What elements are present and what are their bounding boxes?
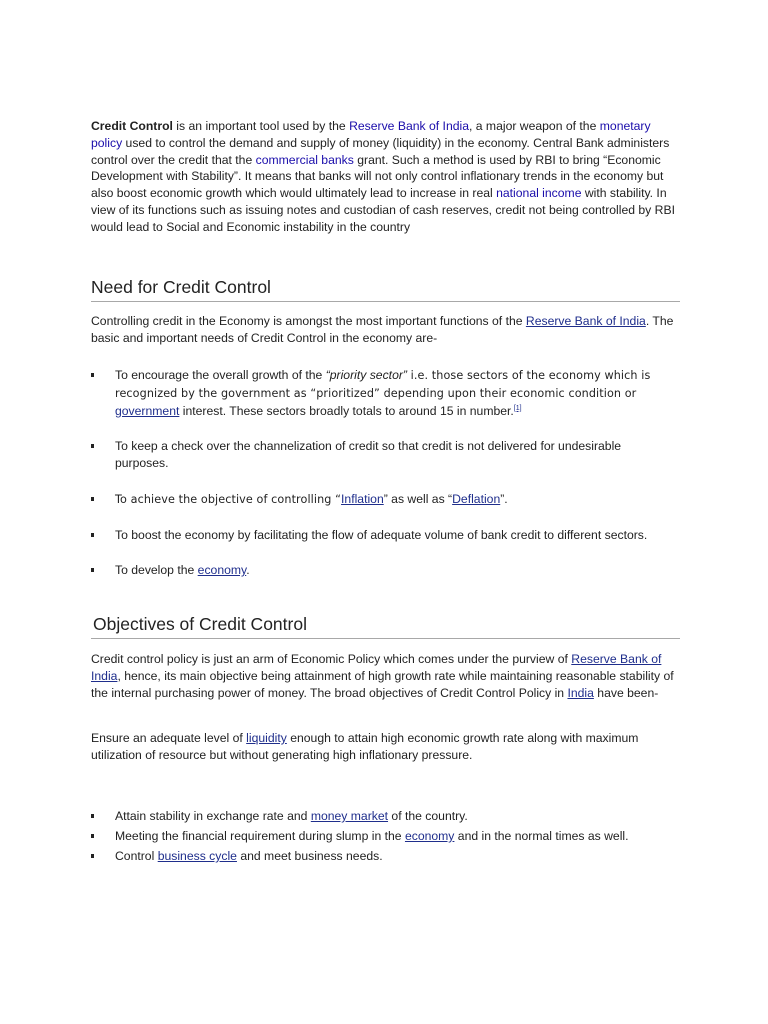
list-item (91, 527, 666, 544)
intro-bold-term: Credit Control (91, 119, 173, 133)
link-economy-2[interactable]: economy (404, 829, 455, 843)
bullet-icon (91, 373, 94, 377)
link-commercial-banks[interactable]: commercial banks (255, 152, 354, 167)
objectives-bullet-1-text: Attain stability in exchange rate and money market of the country. (115, 809, 468, 823)
heading-objectives-text: Objectives of Credit Control (93, 614, 307, 634)
bullet-icon (91, 834, 94, 838)
intro-text-4: grant. Such a method is used by RBI to bring “Economic Development with Stability”. It means that banks will not only control inflationary trends in the economy but also boost economic growth which would ultimately lead to increase in real (91, 152, 664, 201)
intro-paragraph (91, 118, 681, 236)
objectives-paragraph-1: Credit control policy is just an arm of Economic Policy which comes under the purview of Reserve Bank of India, hence, its main objective being attainment of high growth rate while maintaining reasonable stability of the internal purchasing power of money. The broad objectives of Credit Control Policy in India have been- (91, 652, 674, 700)
link-reserve-bank-of-india-3[interactable]: Reserve Bank of India (91, 652, 662, 683)
bullet-icon (91, 444, 94, 448)
heading-objectives-of-credit-control (91, 613, 680, 639)
list-item (91, 808, 666, 825)
priority-sector-italic: “priority sector” (325, 368, 407, 382)
bullet-icon (91, 814, 94, 818)
intro-text-1: is an important tool used by the (172, 119, 350, 133)
need-bullet-2-text: To keep a check over the channelization of credit so that credit is not delivered for undesirable purposes. (115, 439, 622, 470)
link-deflation[interactable]: Deflation (452, 492, 501, 506)
need-p1-text-b: . The basic and important needs of Credit Control in the economy are- (91, 314, 674, 345)
list-item (91, 367, 666, 419)
objectives-bullet-2-text: Meeting the financial requirement during slump in the economy and in the normal times as well. (115, 829, 629, 843)
intro-text-3: used to control the demand and supply of money (liquidity) in the economy. Central Bank administers control over the credit that the (91, 135, 670, 167)
list-item (91, 562, 666, 579)
need-bullet-5-text: To develop the economy. (115, 563, 250, 577)
link-money-market[interactable]: money market (310, 809, 389, 823)
link-monetary-policy[interactable]: monetary policy (91, 119, 651, 150)
list-item (91, 848, 666, 865)
link-reserve-bank-of-india[interactable]: Reserve Bank of India (349, 119, 469, 133)
heading-need-for-credit-control: Need for Credit Control (91, 276, 680, 302)
intro-text-5: with stability. In view of its functions such as issuing notes and custodian of cash reserves, credit not being controlled by RBI would lead to Social and Economic instability in the country (91, 186, 675, 234)
link-national-income[interactable]: national income (496, 186, 582, 201)
bullet-icon (91, 533, 94, 537)
need-bullet-3-text: To achieve the objective of controlling “Inflation” as well as “Deflation”. (115, 492, 508, 506)
list-item (91, 491, 666, 509)
need-bullet-4-text: To boost the economy by facilitating the flow of adequate volume of bank credit to different sectors. (115, 528, 648, 542)
bullet-icon (91, 497, 94, 501)
need-bullet-1-text: To encourage the overall growth of the “priority sector” i.e. those sectors of the economy which is recognized by the government as “prioritized” depending upon their economic condition or government interest. These sectors broadly totals to around 15 in number.[1] (115, 368, 651, 418)
list-item (91, 438, 666, 472)
list-item (91, 828, 666, 845)
need-intro-paragraph (91, 313, 683, 347)
objectives-bullet-3-text: Control business cycle and meet business needs. (115, 849, 383, 863)
link-economy[interactable]: economy (197, 563, 247, 577)
bullet-icon (91, 568, 94, 572)
link-reserve-bank-of-india-2[interactable]: Reserve Bank of India (525, 314, 646, 328)
intro-text-2: , a major weapon of the (469, 119, 600, 133)
link-business-cycle[interactable]: business cycle (157, 849, 237, 863)
link-liquidity[interactable]: liquidity (246, 731, 287, 745)
bullet-icon (91, 854, 94, 858)
footnote-link-1[interactable]: [1] (513, 404, 522, 412)
need-p1-text-a: Controlling credit in the Economy is amongst the most important functions of the (91, 314, 526, 328)
link-government[interactable]: government (115, 403, 180, 418)
objectives-paragraph-2: Ensure an adequate level of liquidity enough to attain high economic growth rate along with maximum utilization of resource but without generating high inflationary pressure. (91, 731, 639, 762)
link-inflation[interactable]: Inflation (341, 492, 384, 506)
link-india[interactable]: India (567, 685, 594, 700)
